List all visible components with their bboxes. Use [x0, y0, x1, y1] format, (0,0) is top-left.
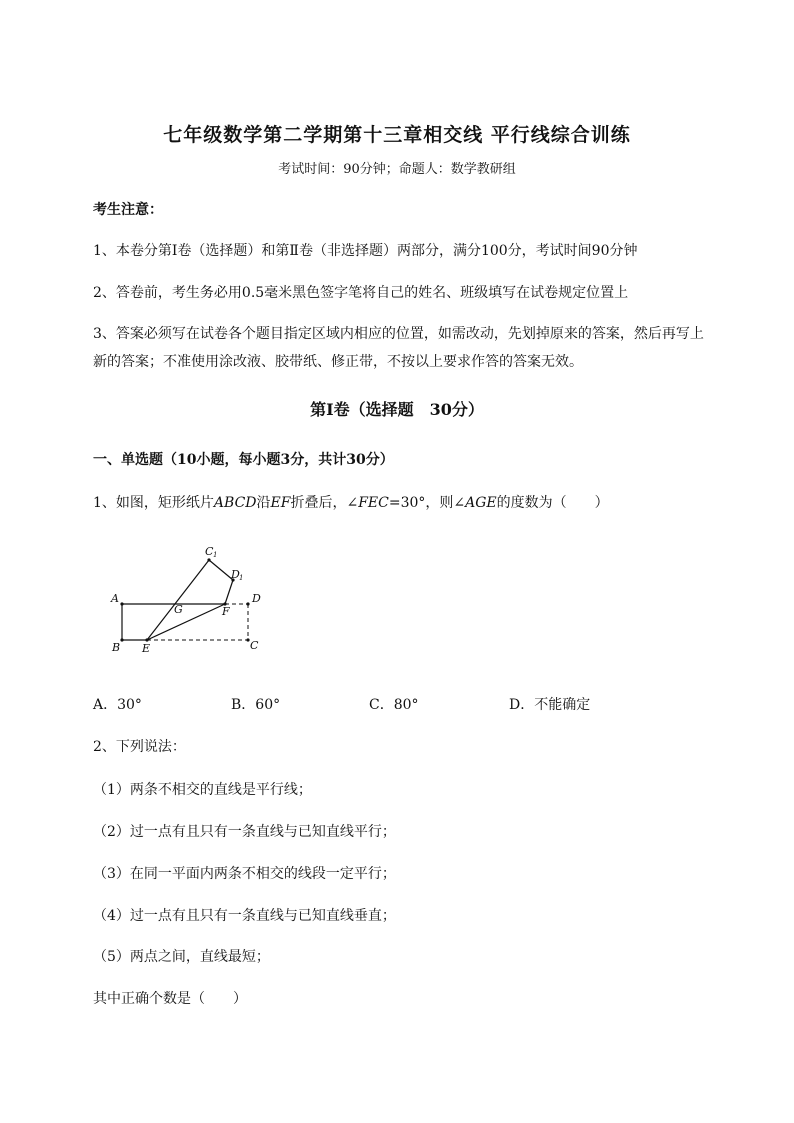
label-B: B — [112, 641, 121, 654]
section-title: 第I卷（选择题 30分） — [310, 400, 484, 419]
label-C1-sub: 1 — [213, 551, 218, 559]
q2-statement-3: （3）在同一平面内两条不相交的线段一定平行； — [93, 866, 396, 882]
page-title: 七年级数学第二学期第十三章相交线 平行线综合训练 — [163, 124, 631, 146]
label-D: D — [252, 592, 261, 605]
point-C1 — [207, 558, 210, 561]
label-D1: D — [231, 568, 240, 581]
q2-statement-1: （1）两条不相交的直线是平行线； — [93, 782, 312, 798]
q1-rect-name: ABCD — [213, 495, 257, 511]
point-B — [120, 638, 123, 641]
notice-item-3: 3、答案必须写在试卷各个题目指定区域内相应的位置，如需改动，先划掉原来的答案，然后再写上新的答案；不准使用涂改液、胶带纸、修正带，不按以上要求作答的答案无效。 — [93, 326, 704, 370]
q1-suffix: 的度数为（ ） — [496, 495, 609, 511]
segment-EC1 — [147, 560, 209, 640]
point-D — [246, 602, 249, 605]
exam-info: 考试时间：90分钟；命题人：数学教研组 — [278, 162, 516, 177]
q1-option-c[interactable]: C．80° — [369, 697, 419, 713]
q2-statement-4: （4）过一点有且只有一条直线与已知直线垂直； — [93, 908, 396, 924]
label-C1: C — [205, 545, 214, 558]
segment-EF — [147, 604, 225, 640]
q1-mid2: 折叠后，∠ — [290, 495, 359, 511]
q2-statement-5: （5）两点之间，直线最短； — [93, 949, 270, 965]
segment-C1D1 — [209, 560, 233, 580]
q1-prefix: 1、如图，矩形纸片 — [93, 495, 214, 511]
label-D1-sub: 1 — [239, 574, 244, 582]
q1-mid3: =30°，则∠ — [388, 495, 466, 511]
q1-option-b[interactable]: B．60° — [231, 697, 281, 713]
notice-heading: 考生注意： — [93, 202, 163, 218]
q1-fold-line: EF — [270, 495, 291, 511]
q2-question: 其中正确个数是（ ） — [93, 991, 247, 1007]
folded-rectangle-figure — [105, 540, 285, 665]
q1-angle1: FEC — [358, 495, 389, 511]
label-F: F — [222, 605, 230, 618]
question-2-stem: 2、下列说法： — [93, 739, 186, 755]
notice-item-2: 2、答卷前，考生务必用0.5毫米黑色签字笔将自己的姓名、班级填写在试卷规定位置上 — [93, 285, 629, 301]
q1-angle2: AGE — [465, 495, 497, 511]
segment-D1F — [225, 580, 233, 604]
q2-statement-2: （2）过一点有且只有一条直线与已知直线平行； — [93, 824, 396, 840]
point-A — [120, 602, 123, 605]
q1-option-d[interactable]: D．不能确定 — [509, 697, 591, 713]
question-1 — [93, 489, 713, 517]
part-title: 一、单选题（10小题，每小题3分，共计30分） — [93, 452, 394, 468]
label-A: A — [111, 592, 119, 605]
label-C: C — [250, 639, 259, 652]
label-E: E — [142, 642, 151, 655]
q1-option-a[interactable]: A．30° — [93, 697, 142, 713]
q1-mid1: 沿 — [256, 495, 271, 511]
label-G: G — [174, 603, 183, 616]
notice-item-1: 1、本卷分第I卷（选择题）和第Ⅱ卷（非选择题）两部分，满分100分，考试时间90分钟 — [93, 243, 638, 259]
